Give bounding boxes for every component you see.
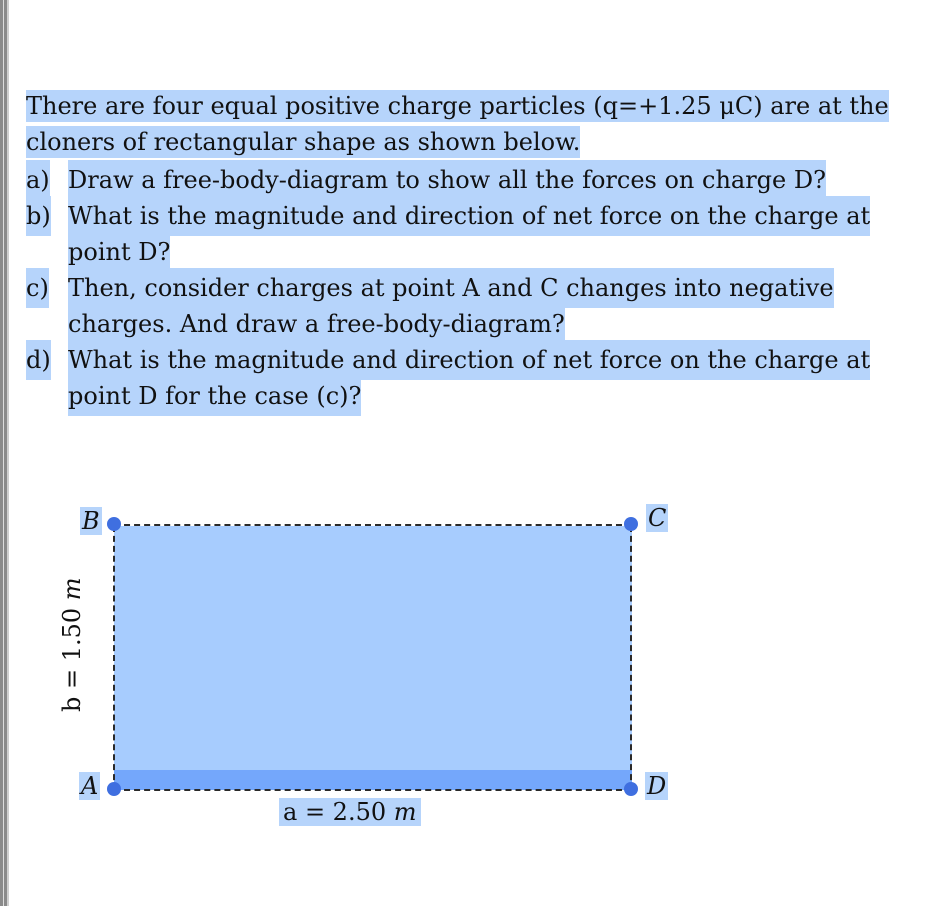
item-line: charges. And draw a free-body-diagram? <box>68 304 565 344</box>
item-line: Draw a free-body-diagram to show all the forces on charge D? <box>68 160 826 200</box>
intro-text-2: cloners of rectangular shape as shown below. <box>26 128 581 156</box>
item-line: What is the magnitude and direction of net force on the charge at <box>68 340 870 380</box>
rectangle-bottom-band <box>114 770 632 790</box>
item-line: Then, consider charges at point A and C changes into negative <box>68 268 834 308</box>
corner-label-c <box>646 506 668 530</box>
intro-line-2 <box>26 124 916 160</box>
side-a-label <box>279 798 421 826</box>
item-line: What is the magnitude and direction of net force on the charge at <box>68 196 870 236</box>
charge-dot-d <box>624 782 638 796</box>
corner-label-a <box>79 774 100 798</box>
corner-c-text: C <box>648 504 667 532</box>
item-marker: d) <box>26 340 51 380</box>
item-line: point D for the case (c)? <box>68 376 361 416</box>
question-item-d-cont <box>26 376 916 412</box>
intro-text-1: There are four equal positive charge particles (q=+1.25 μC) are at the <box>26 92 889 120</box>
corner-a-text: A <box>81 772 99 800</box>
question-text <box>26 88 916 412</box>
item-marker: a) <box>26 160 50 200</box>
question-item-b <box>26 196 916 232</box>
side-a-prefix: a = 2.50 <box>283 798 394 826</box>
corner-d-text: D <box>647 772 667 800</box>
item-marker: c) <box>26 268 49 308</box>
left-dashed-edge <box>113 526 115 790</box>
question-item-a <box>26 160 916 196</box>
question-item-c-cont <box>26 304 916 340</box>
question-item-b-cont <box>26 232 916 268</box>
intro-line-1 <box>26 88 916 124</box>
charge-dot-a <box>107 782 121 796</box>
bottom-dashed-edge <box>114 789 632 791</box>
side-b-unit: m <box>58 577 86 601</box>
charge-dot-b <box>107 517 121 531</box>
top-dashed-edge <box>114 524 632 526</box>
question-item-d <box>26 340 916 376</box>
side-b-label <box>58 577 86 712</box>
right-dashed-edge <box>630 526 632 790</box>
corner-b-text: B <box>82 507 100 535</box>
item-line: point D? <box>68 232 170 272</box>
corner-label-b <box>80 509 102 533</box>
rectangle-fill <box>114 526 632 772</box>
corner-label-d <box>645 774 668 798</box>
item-marker: b) <box>26 196 51 236</box>
charge-dot-c <box>624 517 638 531</box>
page-left-border <box>0 0 9 906</box>
question-item-c <box>26 268 916 304</box>
side-a-unit: m <box>393 798 417 826</box>
side-b-prefix: b = 1.50 <box>58 600 86 712</box>
